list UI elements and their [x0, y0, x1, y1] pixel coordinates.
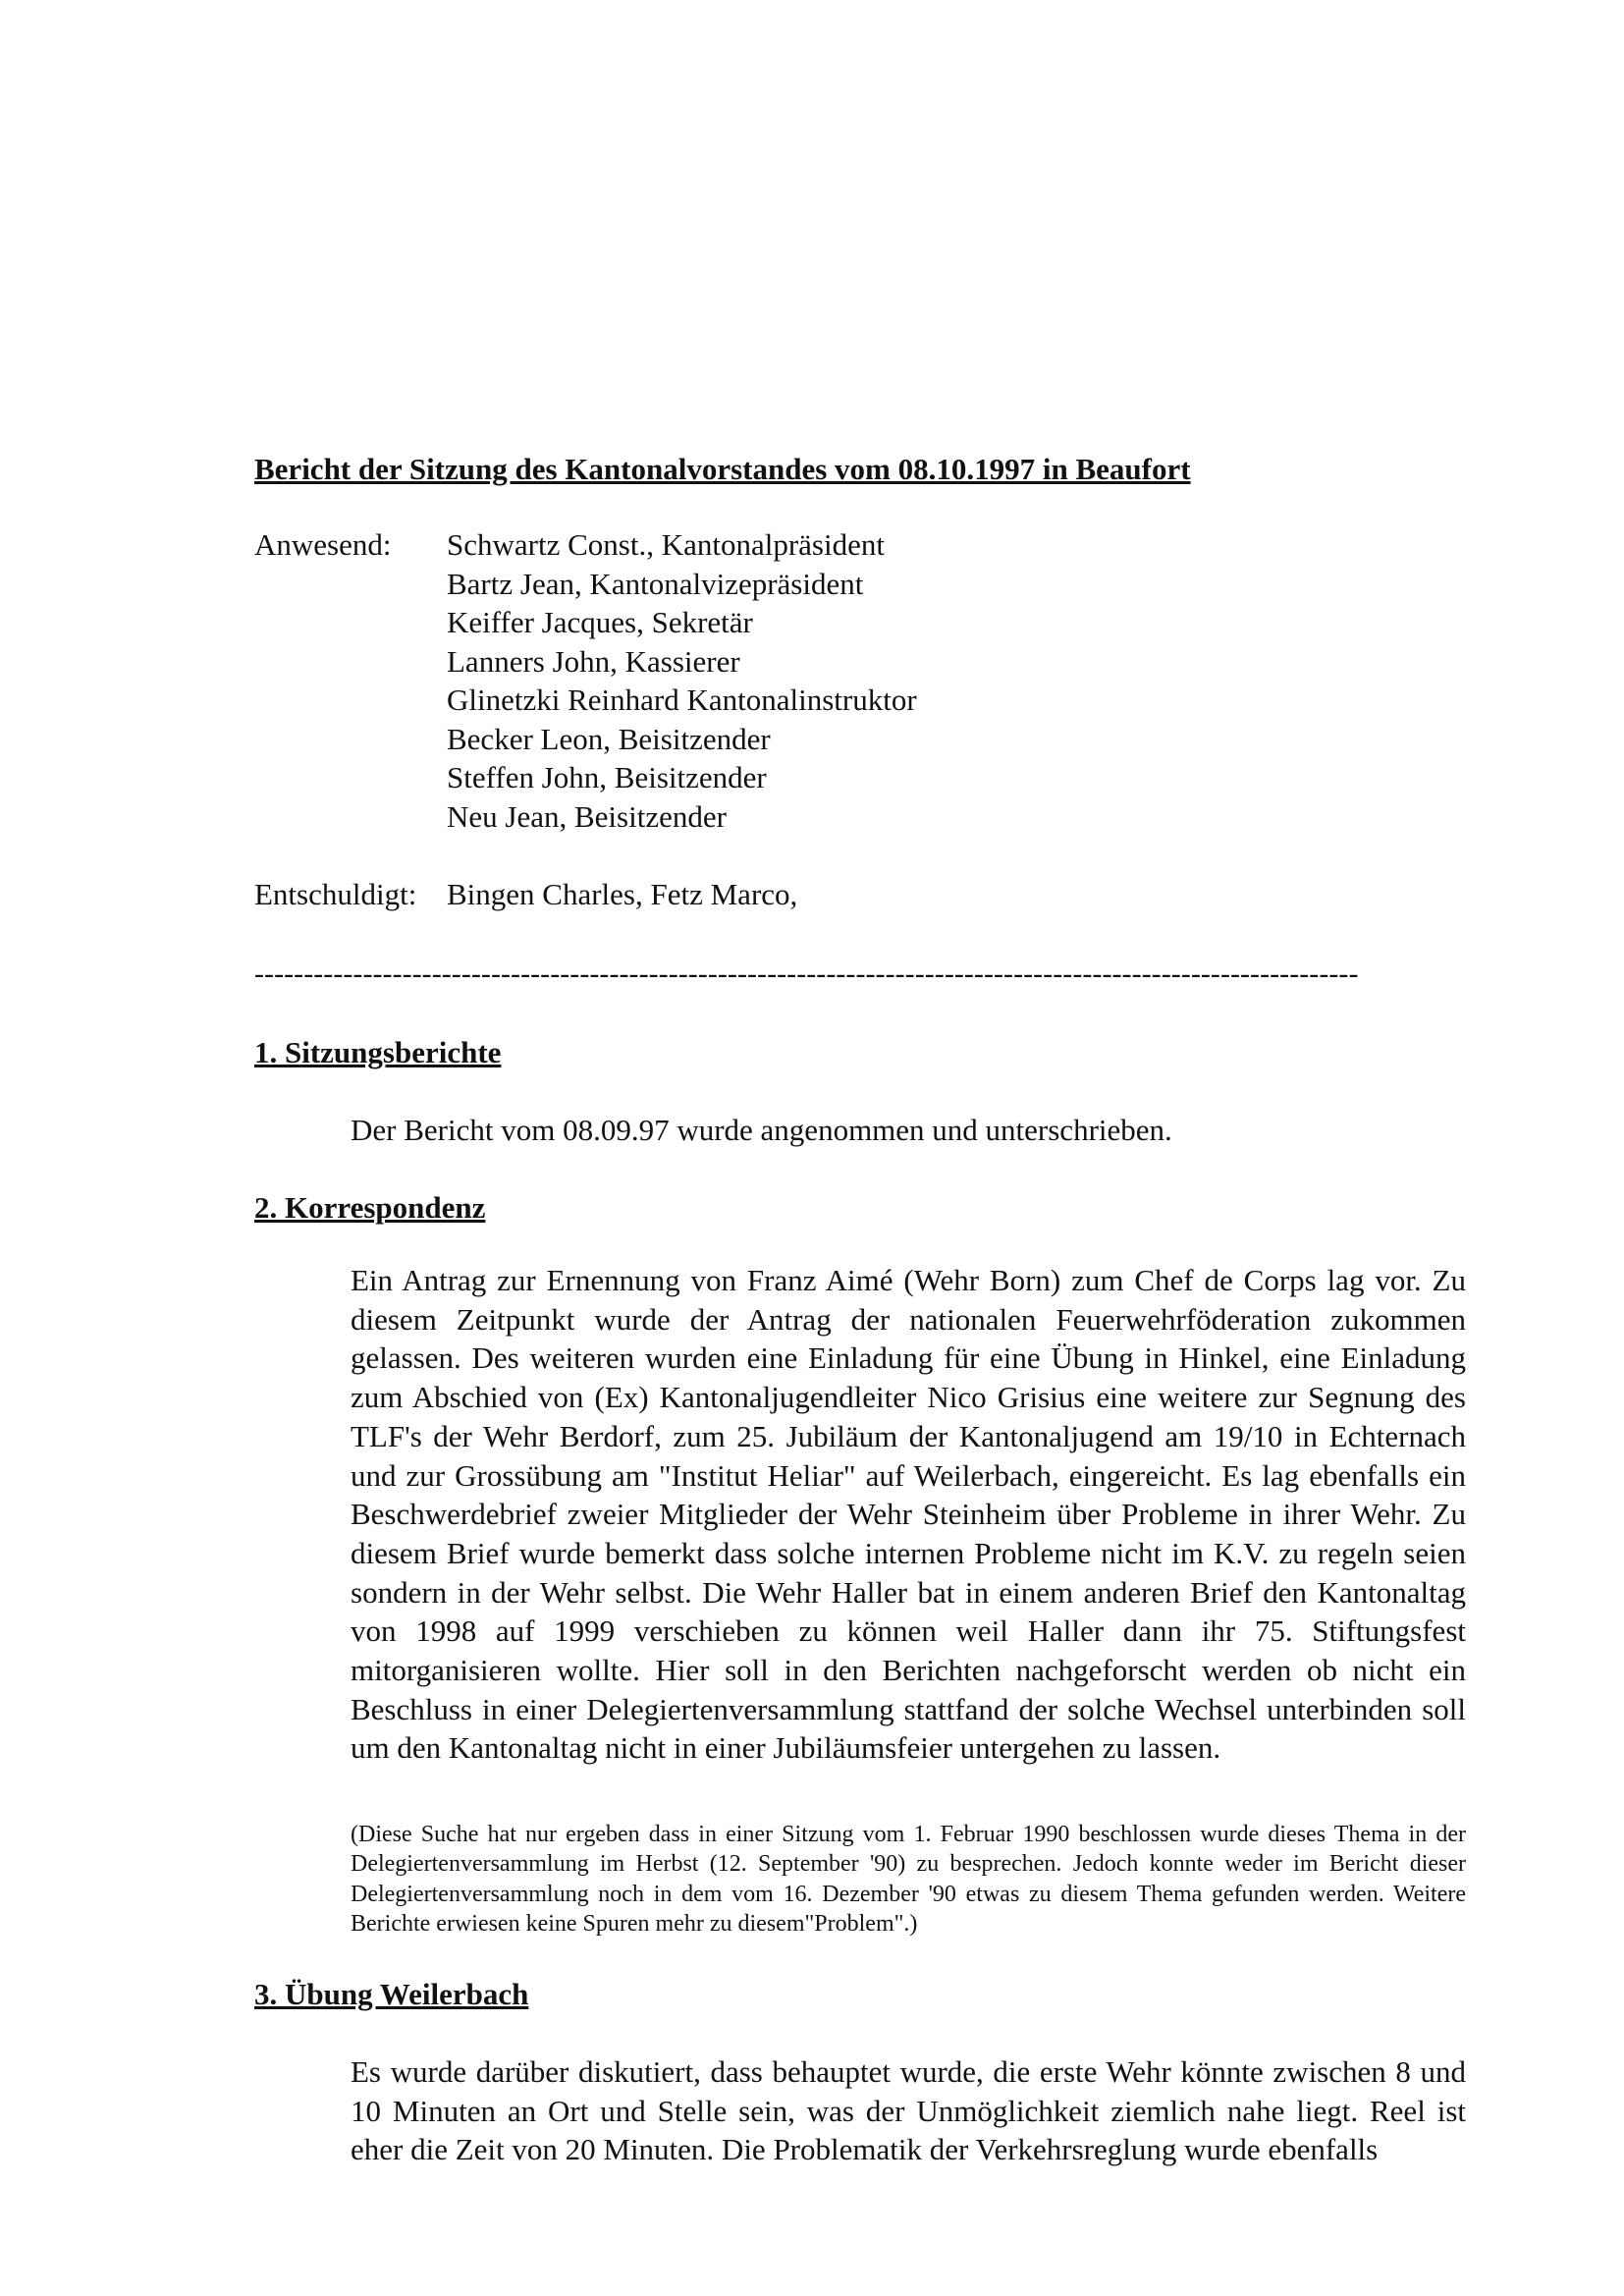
divider-line: ----------------------------------------------------------------------------------------------------------------	[254, 957, 1359, 990]
attendance-label: Anwesend:	[254, 527, 392, 562]
section-heading-uebung-weilerbach: 3. Übung Weilerbach	[254, 1977, 529, 2011]
section-heading-korrespondenz: 2. Korrespondenz	[254, 1190, 486, 1225]
section-note-korrespondenz: (Diese Suche hat nur ergeben dass in einer Sitzung vom 1. Februar 1990 beschlossen wurde dieses Thema in der Delegiertenversammlung im Herbst (12. September '90) zu besprechen. Jedoch konnte weder im Bericht dieser Delegiertenversammlung noch in dem vom 16. Dezember '90 etwas zu diesem Thema gefunden werden. Weitere Berichte erwiesen keine Spuren mehr zu diesem"Problem".)	[351, 1822, 1466, 1938]
excused-label: Entschuldigt:	[254, 877, 417, 911]
document-title: Bericht der Sitzung des Kantonalvorstandes vom 08.10.1997 in Beaufort	[254, 452, 1191, 486]
attendee: Bartz Jean, Kantonalvizepräsident	[447, 566, 864, 601]
section-heading-sitzungsberichte: 1. Sitzungsberichte	[254, 1035, 502, 1069]
section-text-sitzungsberichte: Der Bericht vom 08.09.97 wurde angenommen und unterschrieben.	[351, 1113, 1172, 1147]
attendee: Steffen John, Beisitzender	[447, 760, 767, 794]
attendance-list	[447, 525, 917, 836]
section-text-uebung-weilerbach: Es wurde darüber diskutiert, dass behauptet wurde, die erste Wehr könnte zwischen 8 und 10 Minuten an Ort und Stelle sein, was der Unmöglichkeit ziemlich nahe liegt. Reel ist eher die Zeit von 20 Minuten. Die Problematik der Verkehrsreglung wurde ebenfalls	[351, 2054, 1466, 2167]
attendee: Keiffer Jacques, Sekretär	[447, 605, 753, 639]
attendee: Lanners John, Kassierer	[447, 643, 740, 679]
attendee: Becker Leon, Beisitzender	[447, 721, 771, 756]
attendee: Schwartz Const., Kantonalpräsident	[447, 527, 885, 562]
attendee: Glinetzki Reinhard Kantonalinstruktor	[447, 683, 917, 717]
excused-block	[254, 877, 797, 912]
attendee: Neu Jean, Beisitzender	[447, 798, 727, 834]
section-text-korrespondenz: Ein Antrag zur Ernennung von Franz Aimé (Wehr Born) zum Chef de Corps lag vor. Zu diesem Zeitpunkt wurde der Antrag der nationalen Feuerwehrföderation zukommen gelassen. Des weiteren wurden eine Einladung für eine Übung in Hinkel, eine Einladung zum Abschied von (Ex) Kantonaljugendleiter Nico Grisius eine weitere zur Segnung des TLF's der Wehr Berdorf, zum 25. Jubiläum der Kantonaljugend am 19/10 in Echternach und zur Grossübung am "Institut Heliar" auf Weilerbach, eingereicht. Es lag ebenfalls ein Beschwerdebrief zweier Mitglieder der Wehr Steinheim über Probleme in ihrer Wehr. Zu diesem Brief wurde bemerkt dass solche internen Probleme nicht im K.V. zu regeln seien sondern in der Wehr selbst. Die Wehr Haller bat in einem anderen Brief den Kantonaltag von 1998 auf 1999 verschieben zu können weil Haller dann ihr 75. Stiftungsfest mitorganisieren wollte. Hier soll in den Berichten nachgeforscht werden ob nicht ein Beschluss in einer Delegiertenversammlung stattfand der solche Wechsel unterbinden soll um den Kantonaltag nicht in einer Jubiläumsfeier untergehen zu lassen.	[351, 1263, 1466, 1766]
excused-names: Bingen Charles, Fetz Marco,	[447, 877, 798, 911]
